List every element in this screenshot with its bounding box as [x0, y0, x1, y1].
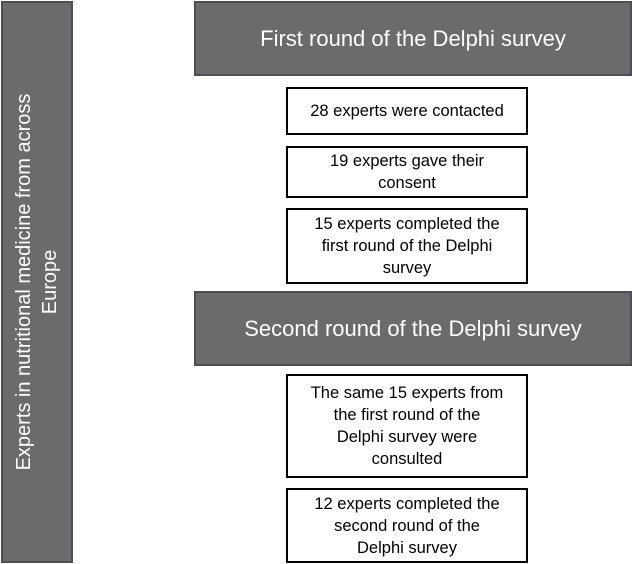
- step-experts-contacted: 28 experts were contacted: [286, 87, 528, 135]
- step-first-round-completed: 15 experts completed the first round of the Delphi survey: [286, 208, 528, 284]
- experts-side-panel: [1, 1, 73, 563]
- first-round-header: First round of the Delphi survey: [194, 1, 632, 76]
- step-experts-consulted: The same 15 experts from the first round of the Delphi survey were consulted: [286, 374, 528, 478]
- experts-side-label: Experts in nutritional medicine from across Europe: [13, 93, 61, 471]
- step-experts-consent: 19 experts gave their consent: [286, 146, 528, 198]
- second-round-header: Second round of the Delphi survey: [194, 291, 632, 366]
- step-second-round-completed: 12 experts completed the second round of the Delphi survey: [286, 488, 528, 563]
